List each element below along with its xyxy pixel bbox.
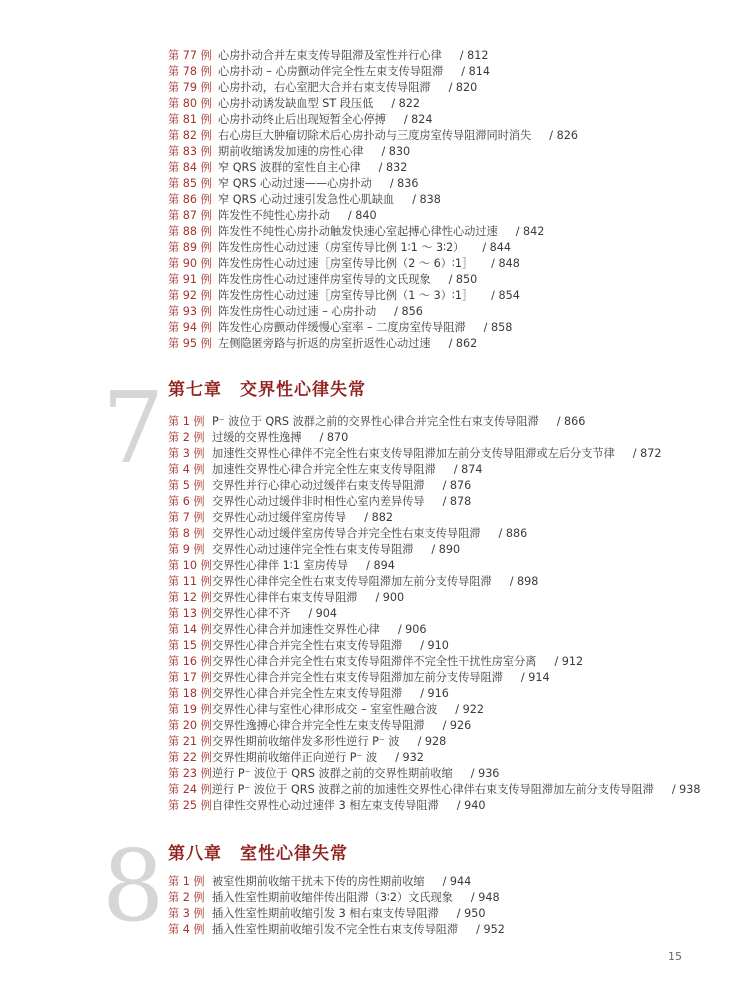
case-page: / 866: [556, 415, 586, 428]
case-number: 第 84 例: [168, 161, 212, 174]
toc-entry[interactable]: [168, 224, 700, 240]
case-page: / 950: [456, 907, 486, 920]
case-number: 第 78 例: [168, 65, 212, 78]
toc-entry[interactable]: [168, 478, 700, 494]
toc-entry[interactable]: [168, 256, 700, 272]
case-number: 第 10 例: [168, 559, 212, 572]
case-title: 心房扑动合并左束支传导阻滞及室性并行心律: [218, 49, 442, 62]
case-title: 加速性交界性心律合并完全性左束支传导阻滞: [212, 463, 436, 476]
toc-entry[interactable]: [168, 288, 700, 304]
toc-entry[interactable]: [168, 526, 700, 542]
toc-entry[interactable]: [168, 590, 700, 606]
case-number: 第 8 例: [168, 527, 205, 540]
toc-entry[interactable]: [168, 874, 700, 890]
case-page: / 856: [394, 305, 423, 318]
case-number: 第 88 例: [168, 225, 212, 238]
case-title: 交界性心律合并完全性右束支传导阻滞加左前分支传导阻滞: [212, 671, 503, 684]
case-number: 第 3 例: [168, 447, 205, 460]
toc-entry[interactable]: [168, 718, 700, 734]
case-title: 交界性并行心律心动过缓伴右束支传导阻滞: [212, 479, 425, 492]
case-number: 第 93 例: [168, 305, 212, 318]
case-title: 交界性心动过缓伴室房传导: [212, 511, 347, 524]
case-number: 第 4 例: [168, 923, 205, 936]
page-number: 15: [668, 950, 682, 963]
case-title: 左侧隐匿旁路与折返的房室折返性心动过速: [218, 337, 431, 350]
chapter-8-title: 第八章 室性心律失常: [168, 844, 348, 864]
case-number: 第 82 例: [168, 129, 212, 142]
case-title: 阵发性房性心动过速［房室传导比例（2 ～ 6）∶1］: [218, 257, 474, 270]
toc-entry[interactable]: [168, 240, 700, 256]
case-page: / 906: [397, 623, 427, 636]
case-page: / 914: [520, 671, 550, 684]
case-number: 第 22 例: [168, 751, 212, 764]
case-page: / 836: [389, 177, 419, 190]
toc-block-chapter-7: [168, 414, 700, 814]
case-page: / 912: [554, 655, 584, 668]
toc-entry[interactable]: [168, 160, 700, 176]
toc-entry[interactable]: [168, 542, 700, 558]
case-title: 交界性心律伴 1∶1 室房传导: [212, 559, 349, 572]
toc-entry[interactable]: [168, 48, 700, 64]
case-title: 交界性期前收缩伴正向逆行 P⁻ 波: [212, 751, 378, 764]
case-page: / 832: [378, 161, 408, 174]
case-title: 交界性心律不齐: [212, 607, 291, 620]
case-title: P⁻ 波位于 QRS 波群之前的交界性心律合并完全性右束支传导阻滞: [212, 415, 539, 428]
toc-entry[interactable]: [168, 558, 700, 574]
toc-entry[interactable]: [168, 702, 700, 718]
toc-entry[interactable]: [168, 462, 700, 478]
case-page: / 878: [442, 495, 472, 508]
toc-entry[interactable]: [168, 304, 700, 320]
case-page: / 922: [455, 703, 484, 716]
case-title: 插入性室性期前收缩伴传出阻滞（3∶2）文氏现象: [212, 891, 453, 904]
case-title: 阵发性房性心动过速伴房室传导的文氏现象: [218, 273, 431, 286]
toc-entry[interactable]: [168, 782, 700, 798]
case-title: 阵发性不纯性心房扑动触发快速心室起搏心律性心动过速: [218, 225, 498, 238]
case-title: 插入性室性期前收缩引发不完全性右束支传导阻滞: [212, 923, 459, 936]
toc-entry[interactable]: [168, 446, 700, 462]
toc-entry[interactable]: [168, 192, 700, 208]
case-page: / 870: [319, 431, 349, 444]
case-title: 阵发性房性心动过速［房室传导比例（1 ～ 3）∶1］: [218, 289, 474, 302]
case-number: 第 89 例: [168, 241, 212, 254]
case-title: 窄 QRS 心动过速——心房扑动: [218, 177, 372, 190]
case-number: 第 15 例: [168, 639, 212, 652]
toc-entry[interactable]: [168, 64, 700, 80]
toc-entry[interactable]: [168, 320, 700, 336]
toc-entry[interactable]: [168, 574, 700, 590]
case-number: 第 24 例: [168, 783, 212, 796]
case-number: 第 21 例: [168, 735, 212, 748]
case-page: / 886: [498, 527, 528, 540]
case-page: / 840: [347, 209, 377, 222]
case-number: 第 80 例: [168, 97, 212, 110]
case-page: / 820: [448, 81, 478, 94]
case-number: 第 86 例: [168, 193, 212, 206]
case-title: 右心房巨大肿瘤切除术后心房扑动与三度房室传导阻滞同时消失: [218, 129, 532, 142]
case-title: 窄 QRS 心动过速引发急性心肌缺血: [218, 193, 395, 206]
case-number: 第 94 例: [168, 321, 212, 334]
case-page: / 830: [381, 145, 411, 158]
case-title: 交界性心律合并完全性右束支传导阻滞: [212, 639, 403, 652]
case-title: 被室性期前收缩干扰未下传的房性期前收缩: [212, 875, 425, 888]
case-title: 交界性心律伴完全性右束支传导阻滞加左前分支传导阻滞: [212, 575, 492, 588]
toc-entry[interactable]: [168, 686, 700, 702]
case-page: / 876: [442, 479, 472, 492]
toc-entry[interactable]: [168, 922, 700, 938]
case-title: 自律性交界性心动过速伴 3 相左束支传导阻滞: [212, 799, 439, 812]
case-page: / 812: [459, 49, 489, 62]
case-page: / 848: [491, 257, 520, 270]
case-page: / 894: [366, 559, 395, 572]
case-title: 窄 QRS 波群的室性自主心律: [218, 161, 361, 174]
case-number: 第 2 例: [168, 891, 205, 904]
case-page: / 928: [417, 735, 447, 748]
case-page: / 916: [420, 687, 449, 700]
toc-entry[interactable]: [168, 906, 700, 922]
case-number: 第 92 例: [168, 289, 212, 302]
case-page: / 890: [431, 543, 461, 556]
toc-block-chapter-8: [168, 874, 700, 938]
case-title: 插入性室性期前收缩引发 3 相右束支传导阻滞: [212, 907, 439, 920]
case-number: 第 83 例: [168, 145, 212, 158]
case-title: 心房扑动终止后出现短暂全心停搏: [218, 113, 386, 126]
case-page: / 940: [456, 799, 486, 812]
case-number: 第 17 例: [168, 671, 212, 684]
case-title: 交界性逸搏心律合并完全性左束支传导阻滞: [212, 719, 425, 732]
case-title: 交界性心动过速伴完全性右束支传导阻滞: [212, 543, 414, 556]
case-page: / 952: [476, 923, 505, 936]
case-page: / 944: [442, 875, 472, 888]
case-number: 第 4 例: [168, 463, 205, 476]
case-title: 逆行 P⁻ 波位于 QRS 波群之前的加速性交界性心律伴右束支传导阻滞加左前分支传导阻滞: [211, 783, 654, 796]
case-page: / 938: [671, 783, 701, 796]
case-number: 第 87 例: [168, 209, 212, 222]
case-number: 第 16 例: [168, 655, 212, 668]
case-number: 第 5 例: [168, 479, 205, 492]
case-title: 交界性心律合并完全性右束支传导阻滞伴不完全性干扰性房室分离: [212, 655, 537, 668]
case-page: / 882: [364, 511, 393, 524]
toc-entry[interactable]: [168, 798, 700, 814]
toc-entry[interactable]: [168, 890, 700, 906]
toc-entry[interactable]: [168, 750, 700, 766]
chapter-7-title: 第七章 交界性心律失常: [168, 380, 366, 400]
case-number: 第 91 例: [168, 273, 212, 286]
case-title: 过缓的交界性逸搏: [212, 431, 302, 444]
toc-entry[interactable]: [168, 176, 700, 192]
case-number: 第 1 例: [168, 415, 205, 428]
case-page: / 910: [420, 639, 449, 652]
toc-entry[interactable]: [168, 670, 700, 686]
toc-entry[interactable]: [168, 208, 700, 224]
toc-entry[interactable]: [168, 510, 700, 526]
toc-entry[interactable]: [168, 494, 700, 510]
case-title: 心房扑动诱发缺血型 ST 段压低: [218, 97, 374, 110]
case-number: 第 19 例: [168, 703, 212, 716]
case-title: 心房扑动 – 心房颤动伴完全性左束支传导阻滞: [218, 65, 444, 78]
case-page: / 862: [448, 337, 478, 350]
case-title: 逆行 P⁻ 波位于 QRS 波群之前的交界性期前收缩: [212, 767, 453, 780]
toc-entry[interactable]: [168, 112, 700, 128]
case-number: 第 14 例: [168, 623, 212, 636]
case-number: 第 90 例: [168, 257, 212, 270]
case-page: / 948: [470, 891, 500, 904]
case-title: 阵发性房性心动过速（房室传导比例 1∶1 ～ 3∶2）: [218, 241, 465, 254]
case-title: 交界性心动过缓伴室房传导合并完全性右束支传导阻滞: [212, 527, 481, 540]
case-title: 阵发性房性心动过速 – 心房扑动: [218, 305, 377, 318]
case-page: / 898: [509, 575, 539, 588]
case-page: / 822: [391, 97, 420, 110]
toc-entry[interactable]: [168, 80, 700, 96]
toc-entry[interactable]: [168, 96, 700, 112]
case-number: 第 25 例: [168, 799, 212, 812]
case-page: / 838: [412, 193, 441, 206]
case-title: 交界性心律与室性心律形成交 – 室室性融合波: [212, 703, 438, 716]
case-title: 交界性心律合并加速性交界性心律: [212, 623, 380, 636]
case-number: 第 7 例: [168, 511, 205, 524]
toc-entry[interactable]: [168, 430, 700, 446]
case-title: 期前收缩诱发加速的房性心律: [218, 145, 364, 158]
toc-entry[interactable]: [168, 766, 700, 782]
toc-entry[interactable]: [168, 654, 700, 670]
case-title: 交界性心律伴右束支传导阻滞: [212, 591, 358, 604]
case-number: 第 2 例: [168, 431, 205, 444]
toc-entry[interactable]: [168, 128, 700, 144]
case-number: 第 23 例: [168, 767, 212, 780]
toc-entry[interactable]: [168, 144, 700, 160]
toc-entry[interactable]: [168, 638, 700, 654]
toc-block-top: [168, 48, 700, 352]
case-number: 第 9 例: [168, 543, 205, 556]
case-number: 第 3 例: [168, 907, 205, 920]
case-number: 第 6 例: [168, 495, 205, 508]
case-title: 交界性心律合并完全性左束支传导阻滞: [212, 687, 403, 700]
case-title: 交界性期前收缩伴发多形性逆行 P⁻ 波: [212, 735, 400, 748]
case-page: / 904: [308, 607, 338, 620]
case-page: / 824: [403, 113, 433, 126]
case-number: 第 1 例: [168, 875, 205, 888]
toc-entry[interactable]: [168, 336, 700, 352]
case-number: 第 79 例: [168, 81, 212, 94]
case-title: 心房扑动，右心室肥大合并右束支传导阻滞: [218, 81, 431, 94]
case-title: 交界性心动过缓伴非时相性心室内差异传导: [212, 495, 425, 508]
chapter-7-number: 7: [102, 372, 165, 486]
case-page: / 850: [448, 273, 478, 286]
case-number: 第 95 例: [168, 337, 212, 350]
case-title: 加速性交界性心律伴不完全性右束支传导阻滞加左前分支传导阻滞或左后分支节律: [212, 447, 615, 460]
chapter-8-number: 8: [102, 830, 165, 944]
case-number: 第 13 例: [168, 607, 212, 620]
toc-entry[interactable]: [168, 414, 700, 430]
case-page: / 858: [483, 321, 513, 334]
case-number: 第 77 例: [168, 49, 212, 62]
case-page: / 932: [395, 751, 424, 764]
case-page: / 900: [375, 591, 405, 604]
toc-entry[interactable]: [168, 272, 700, 288]
toc-entry[interactable]: [168, 606, 700, 622]
case-page: / 842: [515, 225, 545, 238]
case-page: / 826: [549, 129, 578, 142]
case-number: 第 18 例: [168, 687, 212, 700]
toc-entry[interactable]: [168, 622, 700, 638]
case-page: / 926: [442, 719, 472, 732]
case-page: / 814: [461, 65, 490, 78]
case-page: / 844: [482, 241, 512, 254]
case-page: / 936: [470, 767, 500, 780]
case-page: / 872: [632, 447, 662, 460]
case-title: 阵发性心房颤动伴缓慢心室率 – 二度房室传导阻滞: [218, 321, 466, 334]
toc-entry[interactable]: [168, 734, 700, 750]
case-number: 第 20 例: [168, 719, 212, 732]
case-number: 第 85 例: [168, 177, 212, 190]
case-page: / 854: [491, 289, 520, 302]
case-page: / 874: [453, 463, 483, 476]
case-number: 第 11 例: [168, 575, 212, 588]
case-number: 第 81 例: [168, 113, 212, 126]
case-title: 阵发性不纯性心房扑动: [218, 209, 330, 222]
case-number: 第 12 例: [168, 591, 212, 604]
